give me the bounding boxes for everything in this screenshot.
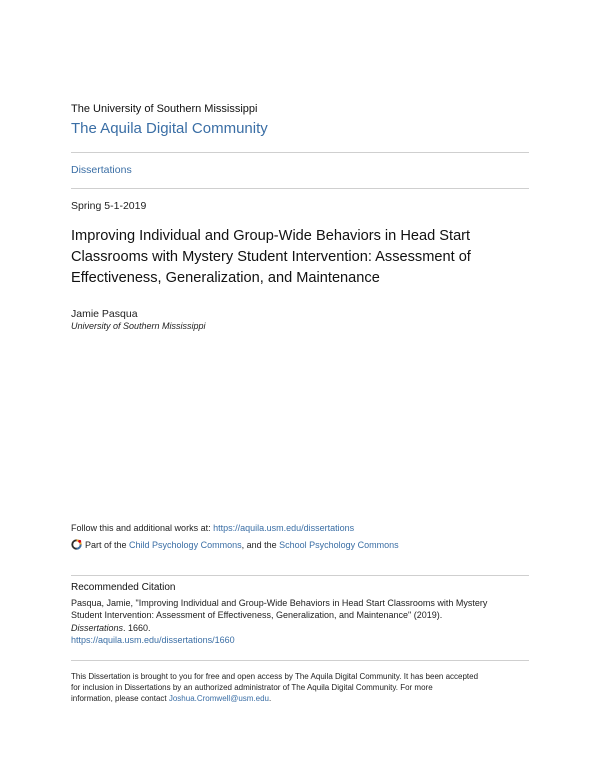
- title-line-3: Effectiveness, Generalization, and Maintenance: [71, 270, 380, 286]
- title-line-1: Improving Individual and Group-Wide Behaviors in Head Start: [71, 228, 471, 244]
- citation-line-3: [71, 622, 536, 634]
- divider-series: [71, 188, 529, 189]
- citation-line-1: Pasqua, Jamie, "Improving Individual and Group-Wide Behaviors in Head Start Classrooms with Mystery: [71, 598, 488, 608]
- citation-number: . 1660.: [123, 622, 151, 633]
- recommended-citation-heading: Recommended Citation: [71, 582, 176, 593]
- part-of-prefix: Part of the: [85, 540, 130, 550]
- contact-email-link[interactable]: Joshua.Cromwell@usm.edu: [168, 694, 270, 704]
- network-commons-icon: [71, 539, 82, 550]
- follow-line: [71, 523, 354, 533]
- follow-prefix: Follow this and additional works at:: [71, 523, 214, 533]
- part-of-line: [71, 539, 399, 550]
- citation-block: [71, 597, 536, 647]
- series-link[interactable]: Dissertations: [71, 164, 132, 176]
- title-line-2: Classrooms with Mystery Student Intervention: Assessment of: [71, 249, 471, 265]
- child-psychology-commons-link[interactable]: Child Psychology Commons: [129, 540, 242, 550]
- notice-line-3: [71, 693, 541, 704]
- citation-line-2: Student Intervention: Assessment of Effectiveness, Generalization, and Maintenance" (2019).: [71, 610, 443, 621]
- community-link-wrapper: [71, 120, 268, 137]
- notice-line-1: This Dissertation is brought to you for free and open access by The Aquila Digital Community. It has been accepted: [71, 672, 479, 681]
- divider-top: [71, 152, 529, 153]
- author-name: Jamie Pasqua: [71, 308, 138, 320]
- author-affiliation: University of Southern Mississippi: [71, 321, 206, 331]
- part-of-middle: , and the: [241, 540, 280, 550]
- citation-url-link[interactable]: https://aquila.usm.edu/dissertations/1660: [71, 635, 235, 646]
- notice-contact-prefix: information, please contact: [71, 694, 169, 704]
- divider-notice: [71, 660, 529, 661]
- document-title: [71, 226, 536, 289]
- school-psychology-commons-link[interactable]: School Psychology Commons: [279, 540, 399, 550]
- community-link[interactable]: The Aquila Digital Community: [71, 120, 268, 137]
- follow-url-link[interactable]: https://aquila.usm.edu/dissertations: [213, 523, 355, 533]
- divider-citation: [71, 575, 529, 576]
- access-notice: [71, 671, 541, 705]
- citation-series: Dissertations: [71, 622, 124, 633]
- publication-date: Spring 5-1-2019: [71, 200, 147, 212]
- notice-contact-suffix: .: [269, 694, 272, 704]
- notice-line-2: for inclusion in Dissertations by an authorized administrator of The Aquila Digital Community. For more: [71, 683, 433, 693]
- university-name: The University of Southern Mississippi: [71, 103, 258, 115]
